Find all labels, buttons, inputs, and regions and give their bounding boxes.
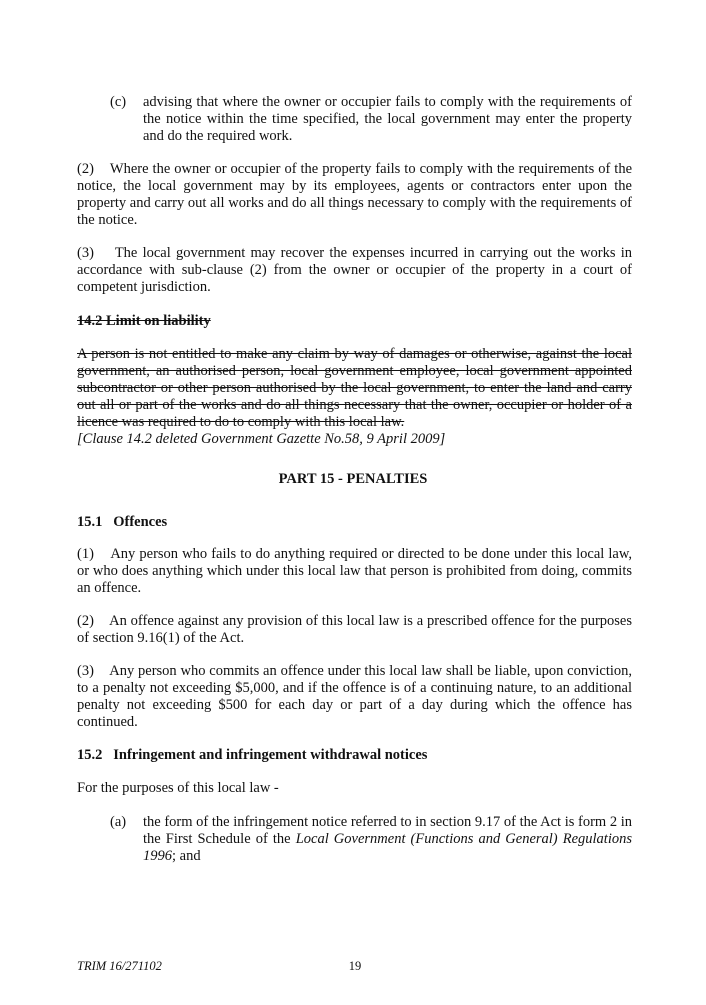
paragraph-15-1-2: (2) An offence against any provision of this local law is a prescribed offence for the purposes of section 9.16(1) of the Act. bbox=[77, 613, 632, 646]
paragraph-number: (3) bbox=[77, 245, 94, 261]
paragraph-text: Where the owner or occupier of the property fails to comply with the requirements of the notice, the local government may by its employees, agents or contractors enter upon the property and carry out all works and do all things necessary to comply with the requirements of the notice. bbox=[77, 161, 633, 228]
item-c-label: (c) bbox=[110, 94, 127, 110]
deletion-note: [Clause 14.2 deleted Government Gazette No.58, 9 April 2009] bbox=[77, 431, 446, 447]
heading-14-2: 14.2 Limit on liability bbox=[77, 313, 211, 329]
paragraph-14-1-2 bbox=[77, 161, 632, 229]
paragraph-text: The local government may recover the expenses incurred in carrying out the works in accordance with sub-clause (2) from the owner or occupier of the property in a court of competent jurisdiction. bbox=[77, 245, 633, 295]
item-c-text: advising that where the owner or occupier fails to comply with the requirements of the notice within the time specified, the local government may enter the property and do the required work. bbox=[143, 94, 632, 144]
section-15-2-intro: For the purposes of this local law - bbox=[77, 780, 279, 796]
paragraph-number: (2) bbox=[77, 161, 94, 177]
footer-page-number: 19 bbox=[348, 959, 362, 973]
item-a-label: (a) bbox=[110, 814, 127, 830]
paragraph-15-1-3: (3) Any person who commits an offence under this local law shall be liable, upon conviction, to a penalty not exceeding $5,000, and if the offence is of a continuing nature, to an additional penalty not exceeding $500 for each day or part of a day during which the offence has continued. bbox=[77, 663, 632, 730]
item-a-text: the form of the infringement notice referred to in section 9.17 of the Act is form 2 in the First Schedule of the Local Government (Functions and General) Regulations 1996; and bbox=[143, 814, 632, 864]
paragraph-14-1-3 bbox=[77, 245, 632, 296]
footer-trim-reference: TRIM 16/271102 bbox=[77, 959, 162, 973]
section-14-2-deleted-text: A person is not entitled to make any claim by way of damages or otherwise, against the local government, an authorised person, local government employee, local government appointed subcontractor or other person authorised by the local government, to enter the land and carry out all or part of the works and do all things necessary that the owner, occupier or holder of a licence was required to do to comply with this local law. bbox=[77, 346, 632, 430]
heading-15-2: 15.2 Infringement and infringement withdrawal notices bbox=[77, 747, 428, 763]
heading-15-1: 15.1 Offences bbox=[77, 514, 168, 530]
paragraph-15-1-1: (1) Any person who fails to do anything required or directed to be done under this local law, or who does anything which under this local law that person is prohibited from doing, commits an offence. bbox=[77, 546, 633, 596]
part-heading: PART 15 - PENALTIES bbox=[278, 471, 428, 487]
